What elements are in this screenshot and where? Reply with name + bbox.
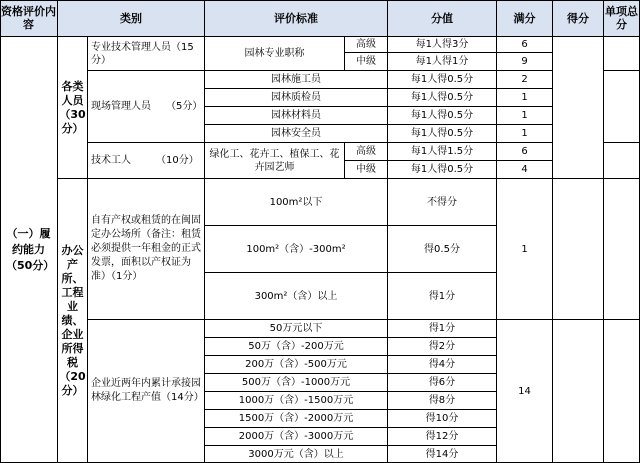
header-item-total: 单项总分 <box>604 0 640 37</box>
site-role-name: 园林质检员 <box>205 89 388 107</box>
item-total-cell[interactable] <box>604 320 640 463</box>
output-range: 3000万元（含）以上 <box>205 446 388 463</box>
site-role-score: 每1人得0.5分 <box>388 107 497 125</box>
score-middle: 每1人得1分 <box>388 53 497 71</box>
item-total-cell[interactable] <box>604 71 640 143</box>
category-project-output: 企业近两年内累计承接园林绿化工程产值（14分） <box>88 320 205 463</box>
output-score: 得14分 <box>388 446 497 463</box>
level-senior: 高级 <box>345 37 388 53</box>
site-role-full: 2 <box>497 71 553 89</box>
output-range: 2000万（含）-3000万元 <box>205 428 388 446</box>
output-range: 500万（含）-1000万元 <box>205 374 388 392</box>
full-output: 14 <box>497 320 553 463</box>
category-office-premises: 自有产权或租赁的在闽固定办公场所（备注：租赁必须提供一年租金的正式发票，面积以产权证为准）（1分） <box>88 179 205 320</box>
obtained-score-office[interactable] <box>553 179 604 320</box>
header-category: 类别 <box>58 0 205 37</box>
header-criteria: 评价标准 <box>205 0 388 37</box>
category-site-managers: 现场管理人员 （5分） <box>88 71 205 143</box>
category-technical-workers: 技术工人 （10分） <box>88 143 205 179</box>
item-total-cell[interactable] <box>604 179 640 320</box>
obtained-score-output[interactable] <box>553 320 604 463</box>
group-personnel: 各类人员（30分） <box>58 37 88 179</box>
full-office: 1 <box>497 179 553 320</box>
output-score: 得6分 <box>388 374 497 392</box>
category-professional-managers: 专业技术管理人员（15分） <box>88 37 205 71</box>
site-role-name: 园林施工员 <box>205 71 388 89</box>
output-score: 得1分 <box>388 320 497 338</box>
full-middle: 9 <box>497 53 553 71</box>
level-middle: 中级 <box>345 161 388 179</box>
level-middle: 中级 <box>345 53 388 71</box>
header-qualification: 资格评价内容 <box>0 0 58 37</box>
score-tech-middle: 每1人得0.5分 <box>388 161 497 179</box>
output-score: 得2分 <box>388 338 497 356</box>
output-range: 50万（含）-200万元 <box>205 338 388 356</box>
office-area-range: 100m²以下 <box>205 179 388 226</box>
office-area-range: 100m²（含）-300m² <box>205 226 388 273</box>
site-role-full: 1 <box>497 125 553 143</box>
site-role-score: 每1人得0.5分 <box>388 125 497 143</box>
full-senior: 6 <box>497 37 553 53</box>
criteria-technical-titles: 绿化工、花卉工、植保工、花卉园艺师 <box>205 143 345 179</box>
full-tech-middle: 4 <box>497 161 553 179</box>
item-total-cell[interactable] <box>604 143 640 179</box>
section-performance-capacity: （一）履约能力（50分） <box>0 37 58 463</box>
site-role-full: 1 <box>497 107 553 125</box>
level-senior: 高级 <box>345 143 388 161</box>
output-score: 得4分 <box>388 356 497 374</box>
score-tech-senior: 每1人得1.5分 <box>388 143 497 161</box>
site-role-name: 园林材料员 <box>205 107 388 125</box>
group-office-performance-tax: 办公产所、工程业绩、企业所得税（20分） <box>58 179 88 463</box>
criteria-landscape-title: 园林专业职称 <box>205 37 345 71</box>
header-obtained-score: 得分 <box>553 0 604 37</box>
score-senior: 每1人得3分 <box>388 37 497 53</box>
output-score: 得8分 <box>388 392 497 410</box>
output-range: 1500万（含）-2000万元 <box>205 410 388 428</box>
output-range: 200万（含）-500万元 <box>205 356 388 374</box>
output-score: 得10分 <box>388 410 497 428</box>
output-range: 50万元以下 <box>205 320 388 338</box>
office-area-score: 得1分 <box>388 273 497 320</box>
full-tech-senior: 6 <box>497 143 553 161</box>
obtained-score-personnel[interactable] <box>553 37 604 179</box>
header-score: 分值 <box>388 0 497 37</box>
office-area-score: 得0.5分 <box>388 226 497 273</box>
site-role-name: 园林安全员 <box>205 125 388 143</box>
output-range: 1000万（含）-1500万元 <box>205 392 388 410</box>
site-role-full: 1 <box>497 89 553 107</box>
office-area-score: 不得分 <box>388 179 497 226</box>
output-score: 得12分 <box>388 428 497 446</box>
item-total-cell[interactable] <box>604 37 640 71</box>
site-role-score: 每1人得0.5分 <box>388 71 497 89</box>
site-role-score: 每1人得0.5分 <box>388 89 497 107</box>
office-area-range: 300m²（含）以上 <box>205 273 388 320</box>
header-full-score: 满分 <box>497 0 553 37</box>
